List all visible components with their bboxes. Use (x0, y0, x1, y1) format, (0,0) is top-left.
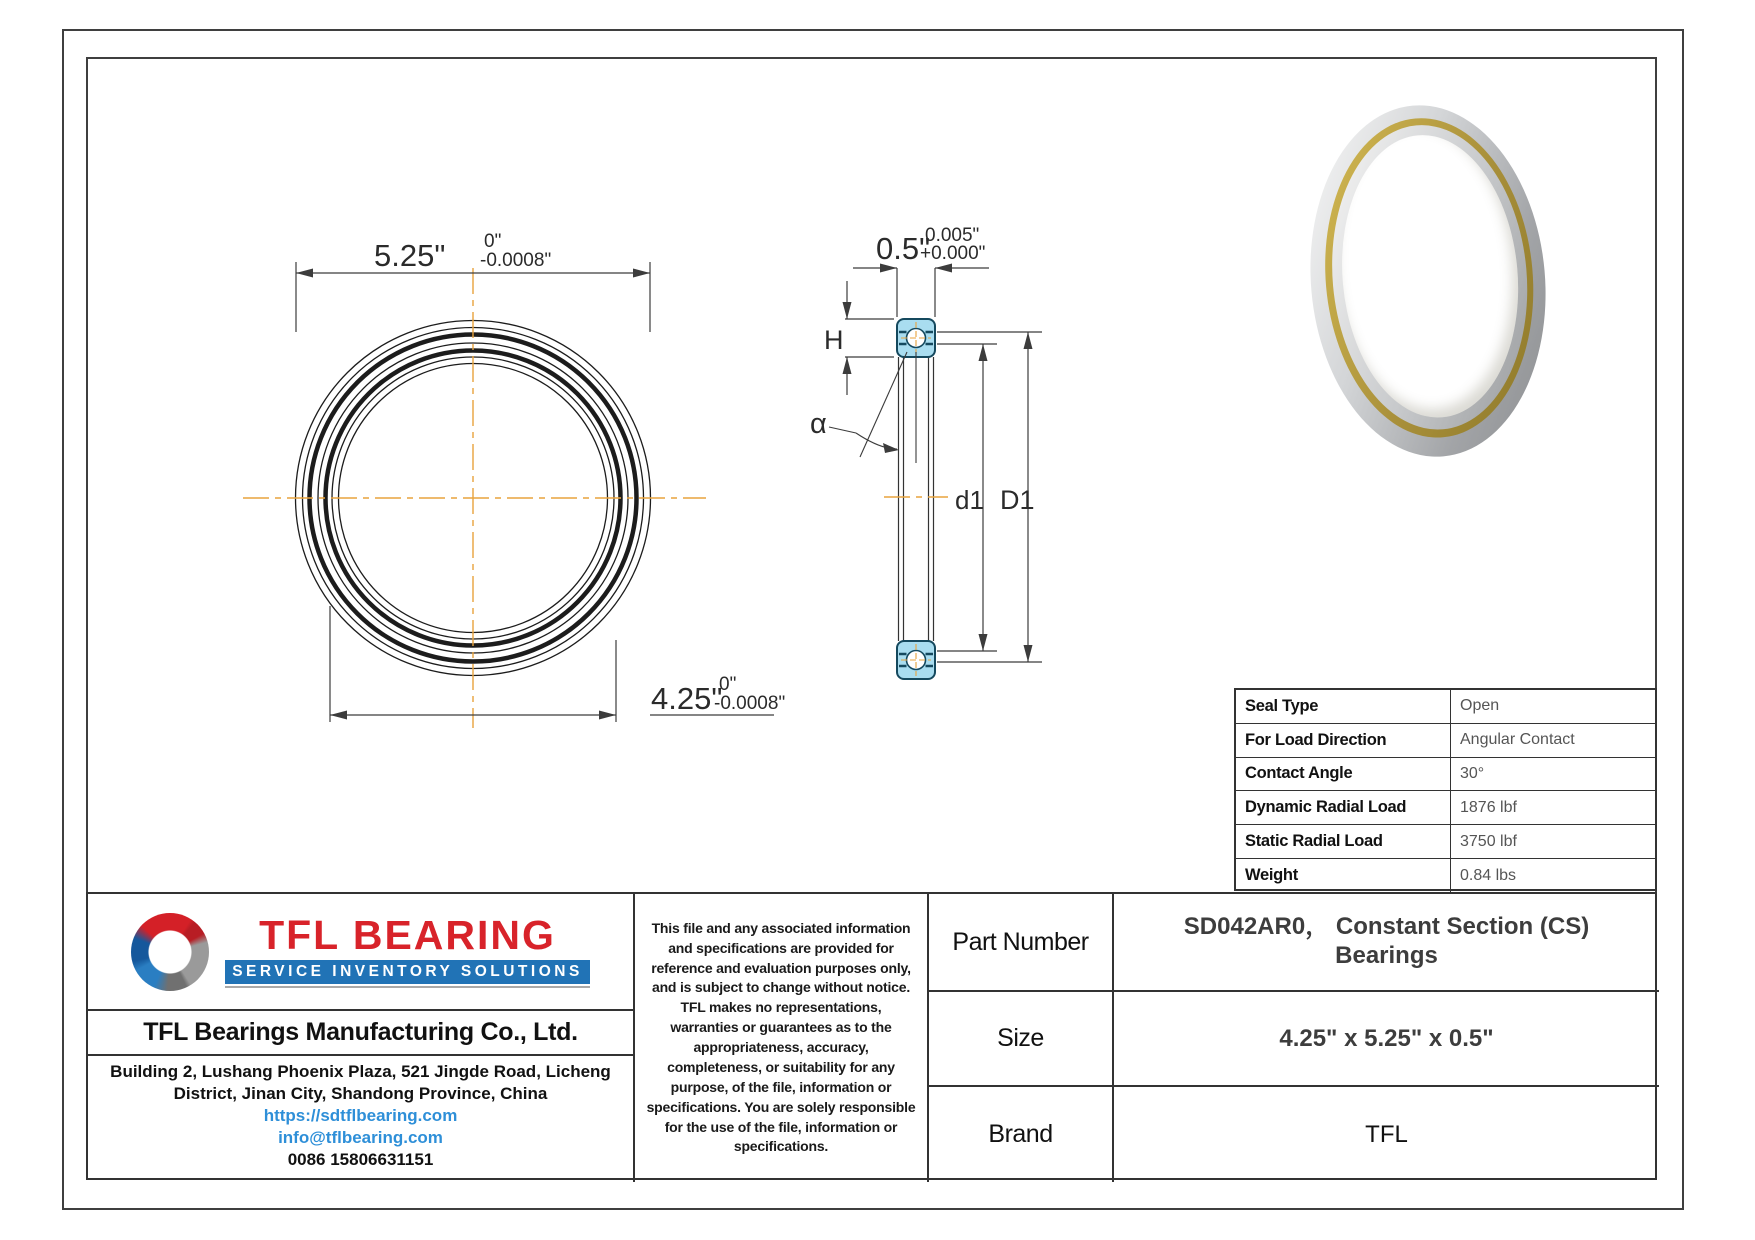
dimension-arrows (843, 302, 852, 374)
table-row (1236, 690, 1655, 724)
brand-value: TFL (1114, 1085, 1659, 1182)
spec-label: Contact Angle (1236, 758, 1451, 791)
website-link[interactable]: https://sdtflbearing.com (263, 1106, 458, 1125)
dim-width-tol-upper: 0.005" (925, 225, 980, 246)
size-value: 4.25" x 5.25" x 0.5" (1114, 990, 1659, 1085)
disclaimer-text: This file and any associated information and specifications are provided for reference and evaluation purposes only, and is subject to change without notice. TFL makes no representations, warranties or guarantees as to the appropriateness, accuracy, completeness, or suitability for any purpose, of the file, information or specifications. You are solely responsible for the use of the file, information or specifications. (646, 919, 916, 1155)
table-row (1236, 825, 1655, 859)
spec-label: Dynamic Radial Load (1236, 791, 1451, 824)
logo-brand-name: TFL BEARING (259, 912, 556, 959)
company-address-block (88, 1054, 635, 1182)
email-link[interactable]: info@tflbearing.com (278, 1128, 443, 1147)
disclaimer-cell (635, 894, 929, 1182)
label-D1: D1 (1000, 485, 1035, 515)
spec-label: For Load Direction (1236, 724, 1451, 757)
spec-value: 3750 lbf (1460, 832, 1517, 850)
table-row (1236, 724, 1655, 758)
address-line: District, Jinan City, Shandong Province, China (173, 1084, 548, 1103)
address-line: Building 2, Lushang Phoenix Plaza, 521 Jingde Road, Licheng (110, 1062, 611, 1081)
dim-inner-tol-lower: -0.0008" (714, 693, 786, 714)
table-row (1236, 758, 1655, 792)
spec-table (1234, 688, 1657, 891)
dim-width-tol-lower: +0.000" (920, 243, 986, 264)
dimension-width (853, 268, 989, 317)
brand-label: Brand (929, 1085, 1114, 1182)
label-h: H (824, 325, 844, 355)
title-block (86, 892, 1657, 1180)
logo-underline (225, 986, 590, 988)
part-number-value: SD042AR0， Constant Section (CS) Bearings (1183, 913, 1590, 969)
dim-outer-value: 5.25" (374, 238, 446, 273)
spec-label: Seal Type (1236, 690, 1451, 723)
table-row (1236, 791, 1655, 825)
spec-value: Angular Contact (1460, 731, 1575, 749)
label-alpha: α (810, 408, 827, 440)
spec-value: 30° (1460, 764, 1485, 782)
spec-value: 0.84 lbs (1460, 866, 1517, 884)
logo-text (225, 912, 590, 987)
spec-label: Weight (1236, 859, 1451, 893)
spec-value: Open (1460, 697, 1500, 715)
company-name: TFL Bearings Manufacturing Co., Ltd. (88, 1009, 635, 1054)
dim-inner-value: 4.25" (651, 681, 723, 716)
angle-arrow (883, 443, 899, 453)
spec-value: 1876 lbf (1460, 798, 1517, 816)
dim-outer-tol-upper: 0" (484, 231, 502, 252)
company-logo (88, 894, 635, 1009)
logo-tagline: SERVICE INVENTORY SOLUTIONS (225, 960, 590, 983)
size-label: Size (929, 990, 1114, 1085)
dimension-h (845, 281, 894, 395)
logo-swirl-icon (131, 913, 209, 991)
spec-label: Static Radial Load (1236, 825, 1451, 858)
table-row (1236, 859, 1655, 893)
label-d1: d1 (955, 485, 984, 515)
part-number-label: Part Number (929, 894, 1114, 990)
phone-number: 0086 15806631151 (287, 1150, 434, 1169)
dim-width-value: 0.5" (876, 231, 931, 266)
dim-outer-tol-lower: -0.0008" (480, 250, 552, 271)
bearing-3d-image (1296, 95, 1560, 466)
dim-inner-tol-upper: 0" (719, 674, 737, 695)
